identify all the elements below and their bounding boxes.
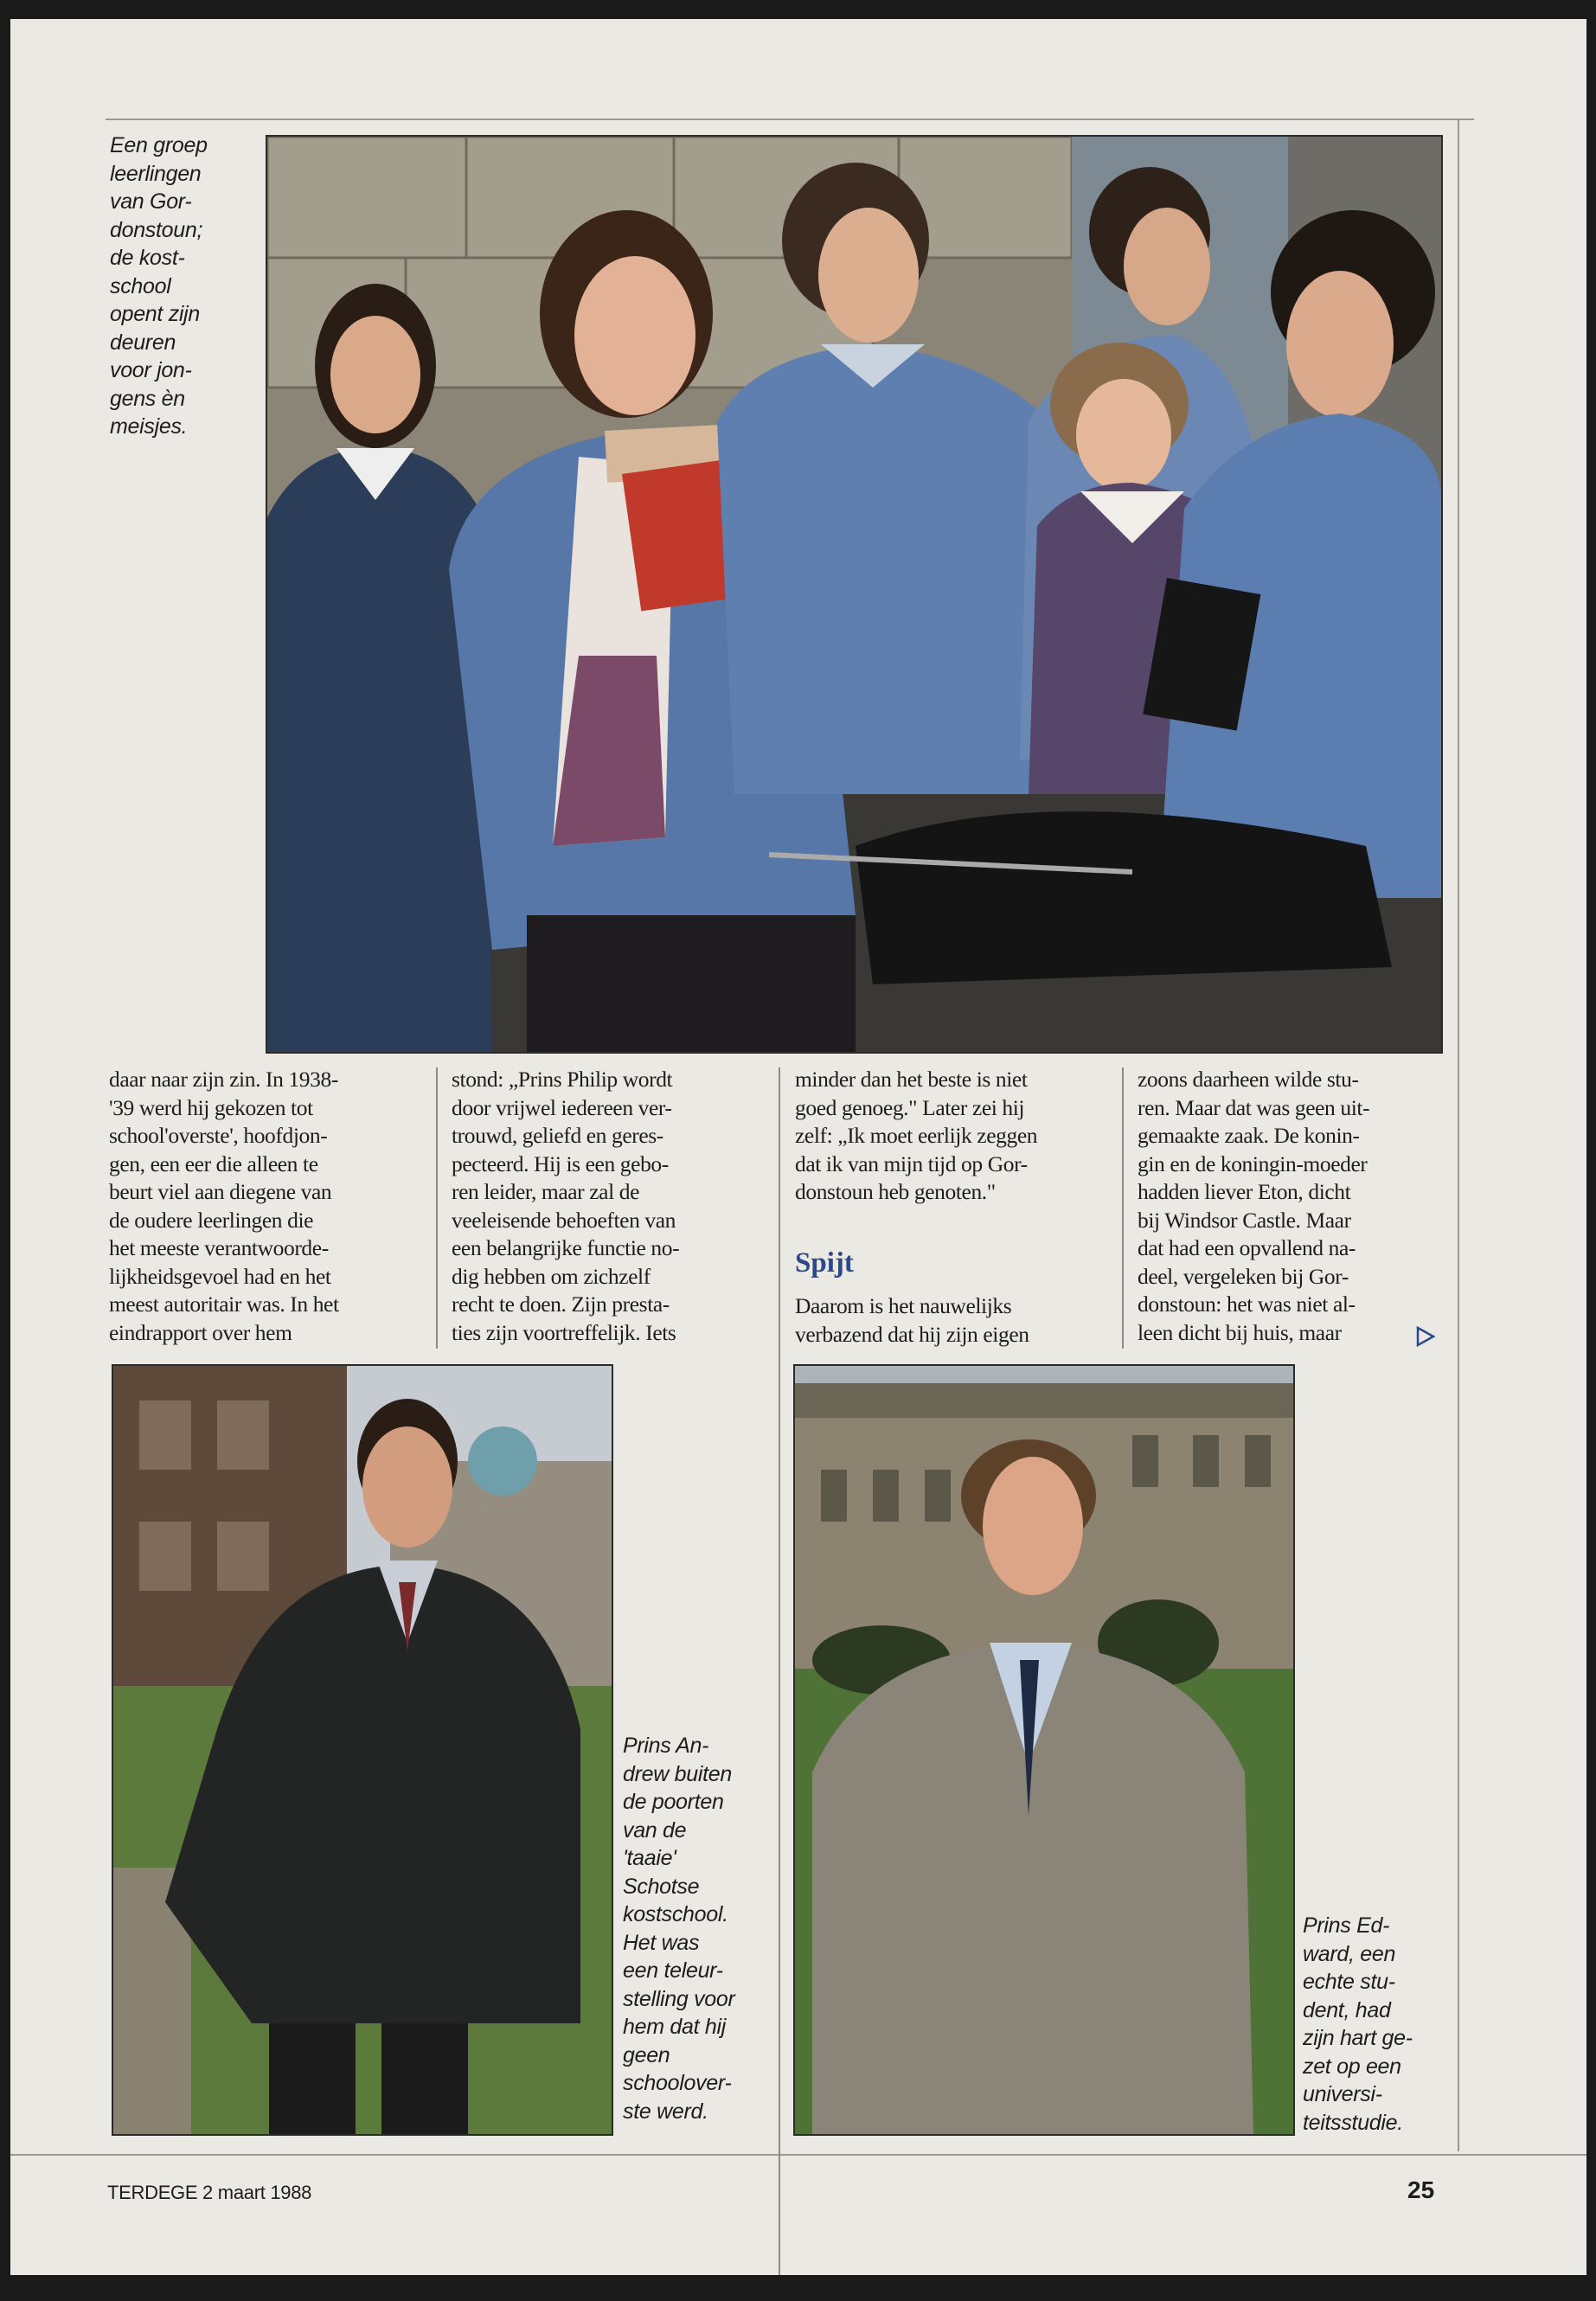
top-rule: [106, 119, 1474, 120]
column-rule: [1122, 1067, 1124, 1349]
article-column-1: daar naar zijn zin. In 1938- '39 werd hij gekozen tot school'overste', hoofdjon- gen, een eer die alleen te beurt viel aan diegene van de oudere leerlingen die het meeste verantwoorde- lijkheidsgevoel had en het meest autoritair was. In het eindrapport over hem: [109, 1067, 339, 1345]
footer-publication: TERDEGE 2 maart 1988: [107, 2182, 312, 2203]
photo-students-group: [266, 135, 1443, 1054]
article-column-4: zoons daarheen wilde stu- ren. Maar dat was geen uit- gemaakte zaak. De konin- gin en de koningin-moeder hadden liever Eton, dicht bij Windsor Castle. Maar dat had een opvallend na- deel, vergeleken bij Gor- donstoun: het was niet al- leen dicht bij huis, maar: [1138, 1067, 1370, 1345]
column-rule: [436, 1067, 438, 1349]
footer-rule: [10, 2154, 1586, 2156]
page-number: 25: [1407, 2176, 1435, 2203]
article-column-2: stond: „Prins Philip wordt door vrijwel iedereen ver- trouwd, geliefd en geres- pecteerd. Hij is een gebo- ren leider, maar zal de veeleisende behoeften van een belangrijke functie no- dig hebben om zichzelf recht te doen. Zijn presta- ties zijn voortreffelijk. Iets: [452, 1067, 680, 1345]
article-column-3-continued: Daarom is het nauwelijks verbazend dat hij zijn eigen: [795, 1293, 1029, 1347]
photo-prince-andrew: [112, 1364, 613, 2136]
caption-group-photo: Een groep leerlingen van Gor- donstoun; de kost- school opent zijn deuren voor jon- gens èn meisjes.: [110, 133, 208, 439]
caption-andrew: Prins An- drew buiten de poorten van de 'taaie' Schotse kostschool. Het was een teleur- stelling voor hem dat hij geen schoolover- ste werd.: [623, 1734, 735, 2124]
triangle-right-outline-icon: [1415, 1325, 1436, 1348]
caption-edward: Prins Ed- ward, een echte stu- dent, had zijn hart ge- zet op een universi- teitsstudie.: [1303, 1913, 1413, 2135]
magazine-page: [10, 19, 1586, 2275]
article-column-3: minder dan het beste is niet goed genoeg." Later zei hij zelf: „Ik moet eerlijk zeggen dat ik van mijn tijd op Gor- donstoun heb genoten.": [795, 1067, 1038, 1204]
subheading-spijt: Spijt: [795, 1247, 854, 1279]
photo-prince-edward: [793, 1364, 1295, 2136]
